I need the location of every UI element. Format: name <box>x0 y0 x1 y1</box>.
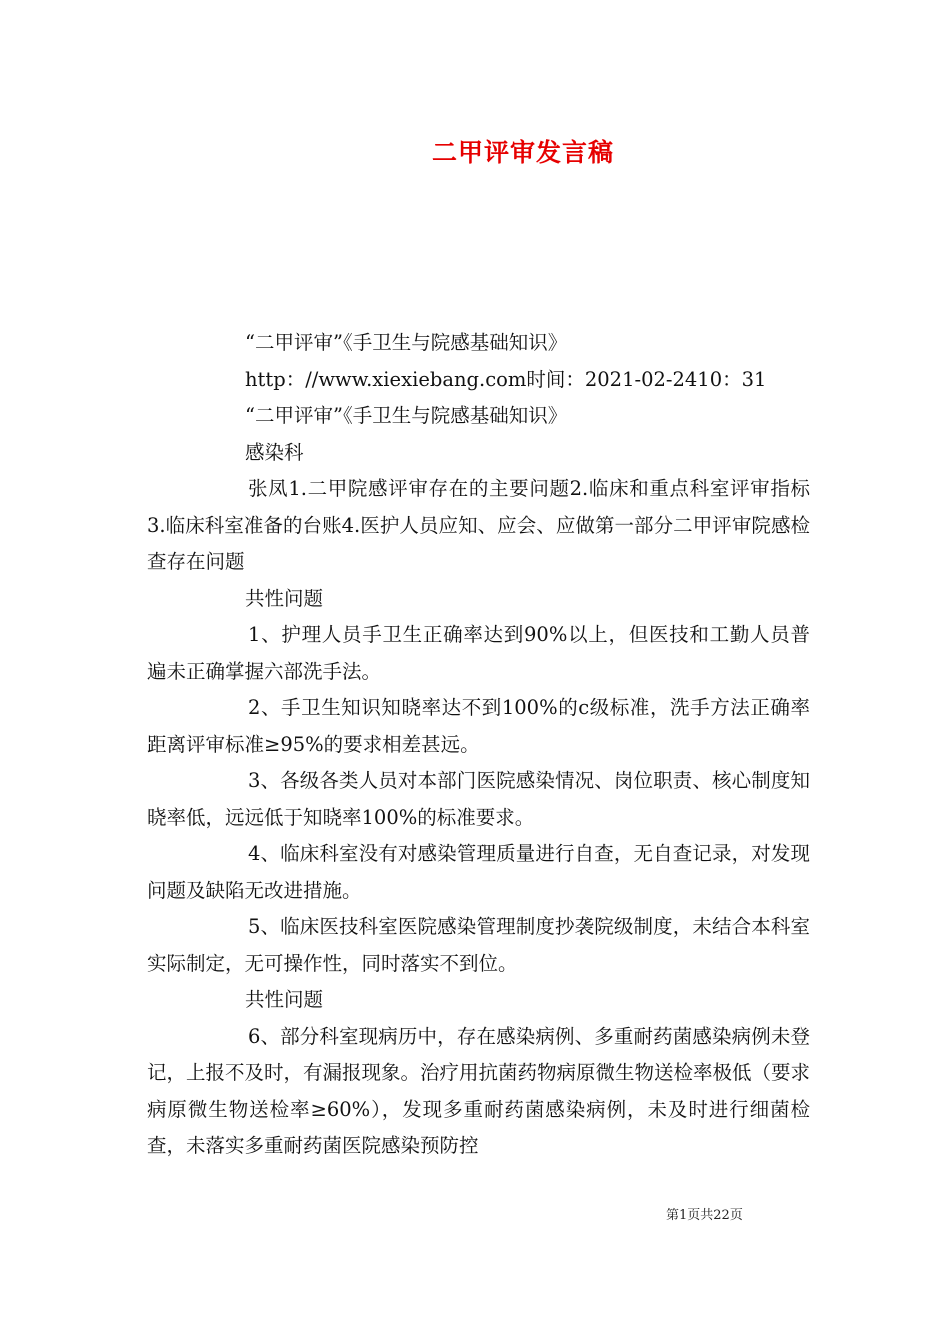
paragraph-outline: 张凤1.二甲院感评审存在的主要问题2.临床和重点科室评审指标3.临床科室准备的台账4.医护人员应知、应会、应做第一部分二甲评审院感检查存在问题 <box>147 477 810 573</box>
paragraph-subtitle-repeat: “二甲评审”《手卫生与院感基础知识》 <box>245 404 568 427</box>
paragraph-subtitle: “二甲评审”《手卫生与院感基础知识》 <box>245 331 568 354</box>
paragraph-heading-common-issues: 共性问题 <box>245 586 324 610</box>
paragraph-item-1: 1、护理人员手卫生正确率达到90%以上，但医技和工勤人员普遍未正确掌握六部洗手法。 <box>147 623 810 683</box>
page-number-footer: 第1页共22页 <box>666 1208 743 1223</box>
paragraph-heading-common-issues-2: 共性问题 <box>245 988 324 1011</box>
paragraph-item-2: 2、手卫生知识知晓率达不到100%的c级标准，洗手方法正确率距离评审标准≥95%的要求相差甚远。 <box>147 696 810 756</box>
paragraph-item-3: 3、各级各类人员对本部门医院感染情况、岗位职责、核心制度知晓率低，远远低于知晓率100%的标准要求。 <box>147 769 810 829</box>
paragraph-item-4: 4、临床科室没有对感染管理质量进行自查，无自查记录，对发现问题及缺陷无改进措施。 <box>147 842 810 902</box>
paragraph-item-5: 5、临床医技科室医院感染管理制度抄袭院级制度，未结合本科室实际制定，无可操作性，同时落实不到位。 <box>147 915 810 975</box>
paragraph-item-6: 6、部分科室现病历中，存在感染病例、多重耐药菌感染病例未登记，上报不及时，有漏报现象。治疗用抗菌药物病原微生物送检率极低（要求病原微生物送检率≥60%），发现多重耐药菌感染病例，未及时进行细菌检查，未落实多重耐药菌医院感染预防控 <box>147 1024 811 1157</box>
document-title: 二甲评审发言稿 <box>431 138 614 167</box>
paragraph-department: 感染科 <box>245 440 304 464</box>
paragraph-source-line: http：//www.xiexiebang.com时间：2021-02-2410：31 <box>245 367 767 391</box>
document-body <box>147 325 810 1165</box>
